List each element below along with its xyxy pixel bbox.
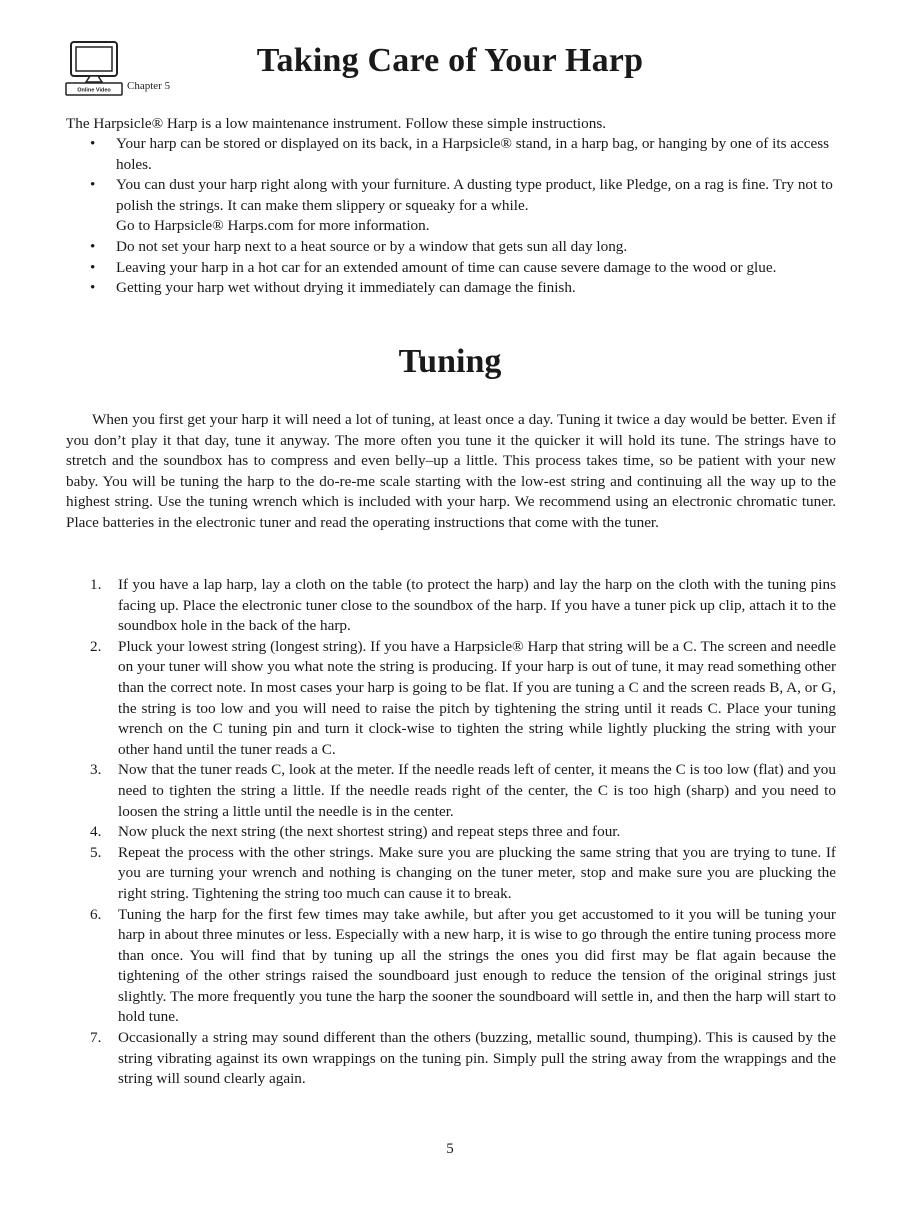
bullet-icon: • bbox=[90, 279, 96, 297]
step-text: Repeat the process with the other strings. Make sure you are plucking the same string that you are trying to tune. If you are turning your wrench and nothing is changing on the tuner meter, stop and make sure you are plucking the right string. Tightening the string too much can cause it to break. bbox=[118, 843, 836, 902]
list-item bbox=[66, 760, 836, 822]
bullet-extra-text: Go to Harpsicle® Harps.com for more information. bbox=[116, 217, 430, 235]
tuning-intro: When you first get your harp it will need a lot of tuning, at least once a day. Tuning it twice a day would be better. Even if you don’t play it that day, tune it anyway. The more often you tune it the quicker it will hold its tune. The strings have to stretch and the soundbox has to compress and even belly–up a little. This process takes time, so be patient with your new baby. You will be tuning the harp to the do-re-me scale starting with the low-est string and continuing all the way up to the highest string. Use the tuning wrench which is included with your harp. We recommend using an electronic chromatic tuner. Place batteries in the electronic tuner and read the operating instructions that come with the tuner. bbox=[66, 411, 836, 531]
bullet-text: Do not set your harp next to a heat source or by a window that gets sun all day long. bbox=[116, 237, 628, 255]
list-item bbox=[66, 822, 836, 843]
bullet-text: Getting your harp wet without drying it immediately can damage the finish. bbox=[116, 279, 576, 297]
step-number: 3. bbox=[90, 761, 102, 779]
care-bullet-list bbox=[66, 134, 836, 299]
bullet-icon: • bbox=[90, 176, 96, 194]
page-title: Taking Care of Your Harp bbox=[256, 42, 644, 79]
step-number: 7. bbox=[90, 1029, 102, 1047]
tuning-title: Tuning bbox=[398, 343, 502, 380]
step-number: 6. bbox=[90, 905, 102, 923]
care-intro: The Harpsicle® Harp is a low maintenance instrument. Follow these simple instructions. bbox=[66, 115, 607, 132]
list-item bbox=[66, 575, 836, 637]
bullet-text: Your harp can be stored or displayed on its back, in a Harpsicle® stand, in a harp bag, or hanging by one of its access holes. bbox=[116, 135, 830, 173]
bullet-icon: • bbox=[90, 135, 96, 152]
step-number: 1. bbox=[90, 576, 102, 593]
step-text: Now that the tuner reads C, look at the meter. If the needle reads left of center, it means the C is too low (flat) and you need to tighten the string a little. If the needle reads right of the center, the C is too high (sharp) and you need to loosen the string a little until the needle is in the center. bbox=[118, 761, 836, 820]
list-item bbox=[66, 134, 836, 175]
step-number: 2. bbox=[90, 637, 102, 655]
list-item bbox=[66, 237, 836, 258]
step-text: If you have a lap harp, lay a cloth on the table (to protect the harp) and lay the harp on the cloth with the tuning pins facing up. Place the electronic tuner close to the soundbox of the harp. If you have a tuner pick up clip, attach it to the soundbox hole in the back of the harp. bbox=[118, 576, 836, 635]
chapter-label: Chapter 5 bbox=[127, 80, 171, 92]
tuning-steps-list bbox=[66, 575, 836, 1090]
icon-label: Online Video bbox=[77, 87, 111, 94]
list-item bbox=[66, 278, 836, 299]
list-item bbox=[66, 175, 836, 237]
bullet-text: Leaving your harp in a hot car for an extended amount of time can cause severe damage to the wood or glue. bbox=[116, 258, 777, 276]
online-video-icon bbox=[64, 40, 124, 96]
bullet-icon: • bbox=[90, 258, 96, 276]
step-number: 4. bbox=[90, 823, 102, 841]
list-item bbox=[66, 905, 836, 1029]
page-number: 5 bbox=[446, 1141, 454, 1157]
step-text: Tuning the harp for the first few times may take awhile, but after you get accustomed to it you will be tuning your harp in about three minutes or less. Especially with a new harp, it is wise to go through the entire tuning process more than once. You will find that by tuning up all the strings the ones you did first may be flat again because the tightening of the other strings raised the soundboard just enough to reduce the tension of the original strings just slightly. The more frequently you tune the harp the sooner the soundboard will settle in, and then the harp will start to hold tune. bbox=[118, 905, 836, 1026]
step-text: Occasionally a string may sound different than the others (buzzing, metallic sound, thumping). This is caused by the string vibrating against its own wrappings on the tuning pin. Simply pull the string away from the wrappings and the string will sound clearly again. bbox=[118, 1029, 836, 1088]
bullet-text: You can dust your harp right along with your furniture. A dusting type product, like Pledge, on a rag is fine. Try not to polish the strings. It can make them slippery or squeaky for a while. bbox=[116, 176, 833, 214]
bullet-icon: • bbox=[90, 237, 96, 255]
step-text: Now pluck the next string (the next shortest string) and repeat steps three and four. bbox=[118, 823, 621, 841]
list-item bbox=[66, 1028, 836, 1090]
list-item bbox=[66, 637, 836, 761]
step-number: 5. bbox=[90, 843, 102, 861]
list-item bbox=[66, 258, 836, 279]
step-text: Pluck your lowest string (longest string). If you have a Harpsicle® Harp that string will be a C. The screen and needle on your tuner will show you what note the string is producing. If your harp is out of tune, it may read something other than the correct note. In most cases your harp is going to be flat. If you are tuning a C and the screen reads B, A, or G, the string is too low and you will need to raise the pitch by tightening the string until it reads C. Place your tuning wrench on the C tuning pin and turn it clock-wise to tighten the string while lightly plucking the string with your other hand until the tuner reads a C. bbox=[118, 637, 836, 758]
list-item bbox=[66, 843, 836, 905]
